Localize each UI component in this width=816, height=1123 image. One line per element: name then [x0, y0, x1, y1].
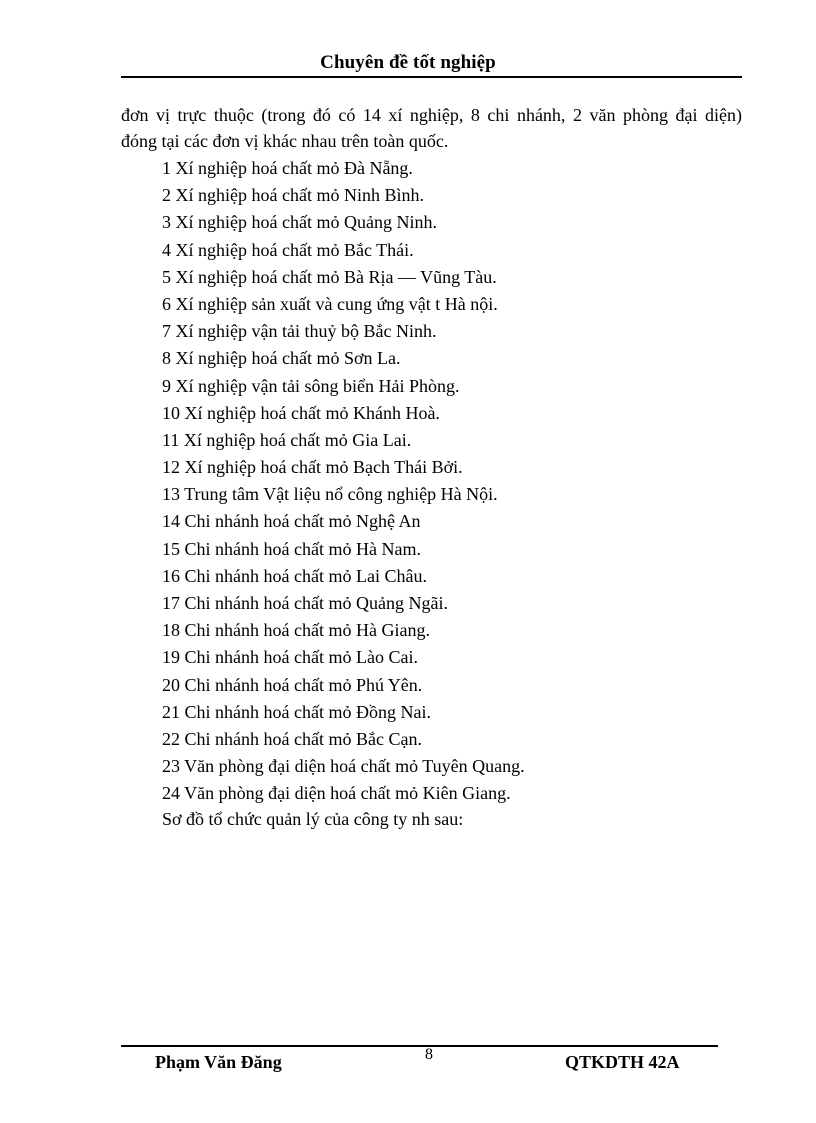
unit-list-item: 4 Xí nghiệp hoá chất mỏ Bắc Thái.	[162, 239, 414, 260]
unit-list-item: 22 Chi nhánh hoá chất mỏ Bắc Cạn.	[162, 728, 422, 749]
footer-author: Phạm Văn Đăng	[155, 1052, 282, 1072]
unit-list-item: 21 Chi nhánh hoá chất mỏ Đồng Nai.	[162, 701, 431, 722]
unit-list-item: 23 Văn phòng đại diện hoá chất mỏ Tuyên Quang.	[162, 756, 525, 777]
unit-list-item: 19 Chi nhánh hoá chất mỏ Lào Cai.	[162, 647, 418, 668]
intro-line-2: đóng tại các đơn vị khác nhau trên toàn quốc.	[121, 131, 449, 151]
header-divider	[121, 76, 742, 78]
unit-list-item: 24 Văn phòng đại diện hoá chất mỏ Kiên Giang.	[162, 783, 511, 804]
unit-list-item: 17 Chi nhánh hoá chất mỏ Quảng Ngãi.	[162, 593, 448, 613]
intro-line-1: đơn vị trực thuộc (trong đó có 14 xí nghiệp, 8 chi nhánh, 2 văn phòng đại diện)	[121, 105, 742, 125]
unit-list-item: 20 Chi nhánh hoá chất mỏ Phú Yên.	[162, 674, 423, 695]
page-number: 8	[425, 1046, 433, 1063]
unit-list-item: 11 Xí nghiệp hoá chất mỏ Gia Lai.	[162, 429, 412, 450]
unit-list-item: 5 Xí nghiệp hoá chất mỏ Bà Rịa — Vũng Tàu.	[162, 266, 497, 287]
footer-divider	[121, 1045, 718, 1047]
org-chart-intro: Sơ đồ tổ chức quản lý của công ty nh sau:	[162, 809, 464, 829]
unit-list	[162, 155, 525, 808]
unit-list-item: 13 Trung tâm Vật liệu nổ công nghiệp Hà Nội.	[162, 484, 498, 505]
unit-list-item: 10 Xí nghiệp hoá chất mỏ Khánh Hoà.	[162, 402, 440, 423]
unit-list-item: 15 Chi nhánh hoá chất mỏ Hà Nam.	[162, 538, 421, 559]
unit-list-item: 1 Xí nghiệp hoá chất mỏ Đà Nẵng.	[162, 158, 413, 178]
unit-list-item: 3 Xí nghiệp hoá chất mỏ Quảng Ninh.	[162, 212, 437, 233]
page-header-title: Chuyên đề tốt nghiệp	[320, 52, 496, 73]
unit-list-item: 12 Xí nghiệp hoá chất mỏ Bạch Thái Bởi.	[162, 457, 463, 478]
unit-list-item: 2 Xí nghiệp hoá chất mỏ Ninh Bình.	[162, 185, 424, 206]
footer-class-code: QTKDTH 42A	[565, 1052, 680, 1072]
unit-list-item: 9 Xí nghiệp vận tải sông biển Hải Phòng.	[162, 375, 460, 396]
unit-list-item: 7 Xí nghiệp vận tải thuỷ bộ Bắc Ninh.	[162, 321, 437, 342]
unit-list-item: 8 Xí nghiệp hoá chất mỏ Sơn La.	[162, 348, 401, 369]
unit-list-item: 18 Chi nhánh hoá chất mỏ Hà Giang.	[162, 620, 430, 641]
unit-list-item: 6 Xí nghiệp sản xuất và cung ứng vật t Hà nội.	[162, 293, 498, 314]
unit-list-item: 16 Chi nhánh hoá chất mỏ Lai Châu.	[162, 565, 427, 586]
intro-paragraph	[121, 102, 742, 154]
unit-list-item: 14 Chi nhánh hoá chất mỏ Nghệ An	[162, 511, 421, 532]
